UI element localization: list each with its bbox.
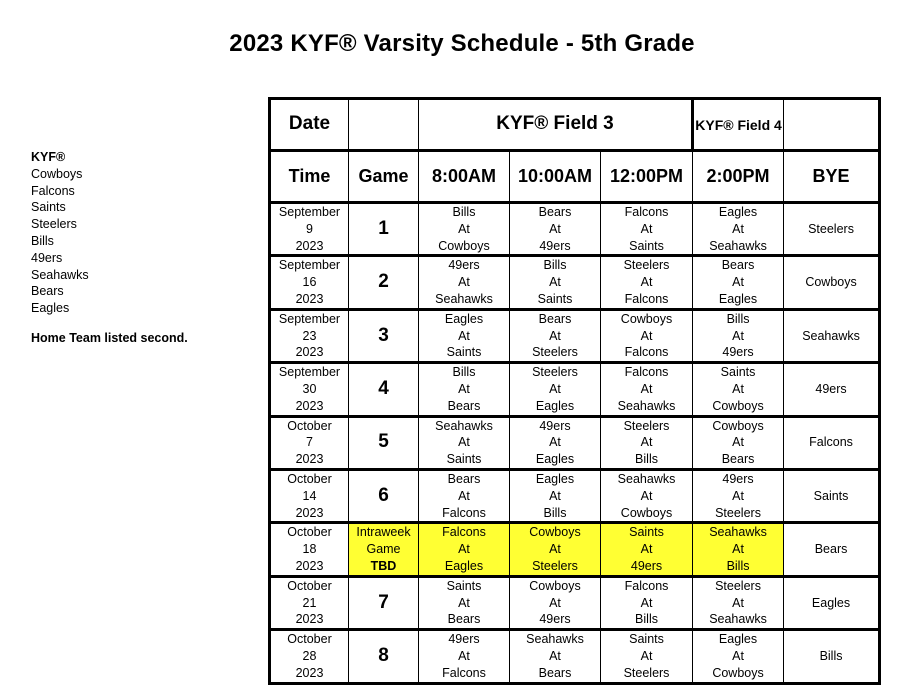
field3-header: KYF® Field 3	[419, 99, 693, 151]
home-team: Steelers	[715, 505, 761, 520]
home-team: Bears	[538, 665, 572, 680]
date-cell	[270, 523, 349, 576]
away-team: Falcons	[624, 578, 669, 593]
date-cell-line: 2023	[295, 505, 324, 520]
at-label: At	[549, 488, 561, 503]
away-team: Bills	[452, 365, 476, 380]
away-team: Saints	[446, 578, 482, 593]
home-team: Bears	[721, 452, 755, 467]
matchup-cell	[693, 576, 784, 629]
bye-team: Saints	[784, 469, 880, 522]
date-cell-line: 2023	[295, 291, 324, 306]
at-label: At	[640, 328, 653, 343]
matchup-cell	[510, 203, 601, 256]
matchup-cell	[693, 203, 784, 256]
at-label: At	[732, 488, 744, 503]
date-cell-line: 2023	[295, 345, 324, 360]
home-team: Saints	[446, 345, 482, 360]
date-cell-line: October	[287, 418, 332, 433]
matchup-cell	[419, 416, 510, 469]
away-team: Bills	[726, 311, 750, 326]
at-label: At	[549, 328, 561, 343]
matchup-cell	[419, 469, 510, 522]
home-team: Cowboys	[438, 238, 490, 253]
at-label: At	[732, 595, 744, 610]
at-label: At	[549, 381, 561, 396]
team-list-item: Bears	[31, 284, 64, 299]
home-team: Falcons	[442, 505, 486, 520]
week-row	[270, 630, 880, 683]
home-team: Bills	[726, 558, 750, 573]
matchup-cell	[693, 630, 784, 683]
bye-team: Steelers	[784, 203, 880, 256]
matchup-cell	[601, 203, 693, 256]
week-row	[270, 469, 880, 522]
home-team: 49ers	[722, 345, 754, 360]
game-header: Game	[349, 151, 419, 203]
bye-team: Seahawks	[784, 309, 880, 362]
date-cell-line: 16	[302, 275, 317, 290]
at-label: At	[458, 275, 470, 290]
away-team: Bills	[543, 258, 567, 273]
matchup-cell	[693, 523, 784, 576]
home-team: Falcons	[442, 665, 486, 680]
team-list-header: KYF®	[31, 150, 66, 164]
date-cell-line: 2023	[295, 558, 324, 573]
matchup-cell	[419, 309, 510, 362]
home-team: 49ers	[539, 238, 571, 253]
matchup-cell	[693, 469, 784, 522]
team-list-item: Falcons	[31, 183, 75, 198]
date-cell-line: September	[278, 365, 341, 380]
at-label: At	[732, 221, 744, 236]
at-label: At	[640, 542, 653, 557]
away-team: Cowboys	[712, 418, 764, 433]
matchup-cell	[510, 309, 601, 362]
away-team: Eagles	[718, 632, 758, 647]
home-team: Eagles	[535, 398, 575, 413]
away-team: Falcons	[624, 205, 669, 219]
at-label: At	[640, 595, 653, 610]
away-team: Bears	[721, 258, 755, 273]
time-slot-header: 8:00AM	[419, 151, 510, 203]
date-cell-line: 2023	[295, 452, 324, 467]
week-row	[270, 309, 880, 362]
game-number: 3	[349, 309, 419, 362]
game-cell-line: Intraweek	[356, 525, 411, 540]
team-list-item: Cowboys	[31, 166, 83, 181]
home-team: Eagles	[444, 558, 484, 573]
date-cell-line: 30	[302, 381, 317, 396]
home-team: Steelers	[532, 345, 578, 360]
home-team: Steelers	[532, 558, 578, 573]
at-label: At	[458, 381, 470, 396]
at-label: At	[549, 648, 561, 663]
bye-team: Cowboys	[784, 256, 880, 309]
page-title: 2023 KYF® Varsity Schedule - 5th Grade	[229, 30, 695, 57]
at-label: At	[640, 221, 653, 236]
matchup-cell	[693, 256, 784, 309]
date-cell	[270, 469, 349, 522]
week-row	[270, 256, 880, 309]
away-team: Seahawks	[617, 471, 676, 486]
away-team: Saints	[720, 365, 756, 380]
date-cell	[270, 256, 349, 309]
at-label: At	[732, 381, 744, 396]
at-label: At	[640, 435, 653, 450]
home-team: Steelers	[623, 665, 670, 680]
matchup-cell	[510, 576, 601, 629]
date-cell	[270, 309, 349, 362]
home-team: Cowboys	[712, 398, 764, 413]
date-cell-line: 2023	[295, 665, 324, 680]
away-team: Steelers	[715, 578, 761, 593]
home-team: Bills	[543, 505, 567, 520]
matchup-cell	[510, 256, 601, 309]
matchup-cell	[419, 630, 510, 683]
home-team: Bills	[635, 612, 658, 627]
game-number: 7	[349, 576, 419, 629]
home-team: Eagles	[535, 452, 575, 467]
date-cell	[270, 630, 349, 683]
team-list-item: Bills	[31, 233, 54, 248]
blank-header-cell	[784, 99, 880, 151]
home-team: Bears	[447, 398, 481, 413]
header-row-times	[270, 151, 880, 203]
home-team: Falcons	[624, 345, 669, 360]
away-team: 49ers	[448, 632, 480, 647]
blank-header-cell	[349, 99, 419, 151]
home-team: Cowboys	[712, 665, 764, 680]
at-label: At	[458, 648, 470, 663]
at-label: At	[458, 595, 470, 610]
away-team: Cowboys	[620, 311, 673, 326]
game-number: 2	[349, 256, 419, 309]
at-label: At	[549, 275, 561, 290]
at-label: At	[732, 648, 744, 663]
home-team: Saints	[537, 291, 573, 306]
home-team: 49ers	[539, 612, 571, 627]
schedule-table	[268, 97, 881, 685]
away-team: Seahawks	[435, 418, 493, 433]
time-slot-header: 10:00AM	[510, 151, 601, 203]
matchup-cell	[419, 203, 510, 256]
game-number: 1	[349, 203, 419, 256]
bye-header: BYE	[784, 151, 880, 203]
matchup-cell	[601, 523, 693, 576]
date-cell-line: 21	[302, 595, 317, 610]
field4-header: KYF® Field 4	[693, 99, 784, 151]
date-cell-line: 23	[302, 328, 317, 343]
home-team: Bears	[447, 612, 481, 627]
date-cell-line: September	[278, 205, 341, 219]
matchup-cell	[510, 469, 601, 522]
at-label: At	[549, 221, 561, 236]
at-label: At	[640, 648, 653, 663]
at-label: At	[458, 328, 470, 343]
at-label: At	[458, 488, 470, 503]
date-cell-line: October	[287, 471, 332, 486]
at-label: At	[640, 488, 653, 503]
date-cell-line: October	[287, 578, 332, 593]
home-team: Seahawks	[709, 238, 767, 253]
away-team: 49ers	[722, 471, 754, 486]
matchup-cell	[693, 363, 784, 416]
matchup-cell	[601, 363, 693, 416]
bye-team: Bills	[784, 630, 880, 683]
date-cell-line: 2023	[295, 398, 324, 413]
away-team: Cowboys	[529, 525, 581, 540]
home-team: Saints	[629, 238, 664, 253]
time-slot-header: 12:00PM	[601, 151, 693, 203]
date-cell-line: October	[287, 632, 332, 647]
team-list-item: Seahawks	[31, 267, 89, 282]
home-team: Seahawks	[435, 291, 493, 306]
at-label: At	[732, 435, 744, 450]
matchup-cell	[419, 576, 510, 629]
date-cell-line: October	[287, 525, 332, 540]
at-label: At	[640, 381, 653, 396]
team-list	[31, 149, 89, 317]
game-number: 6	[349, 469, 419, 522]
date-cell	[270, 416, 349, 469]
home-team: Seahawks	[709, 612, 767, 627]
matchup-cell	[693, 309, 784, 362]
matchup-cell	[510, 416, 601, 469]
date-cell-line: 14	[302, 488, 317, 503]
matchup-cell	[693, 416, 784, 469]
away-team: Bills	[452, 205, 476, 219]
home-team: Eagles	[718, 291, 758, 306]
at-label: At	[732, 328, 744, 343]
date-cell	[270, 363, 349, 416]
team-list-item: Steelers	[31, 217, 77, 232]
bye-team: Bears	[784, 523, 880, 576]
away-team: Bears	[538, 205, 572, 219]
matchup-cell	[419, 256, 510, 309]
game-cell	[349, 523, 419, 576]
at-label: At	[458, 542, 470, 557]
date-cell-line: 28	[302, 648, 317, 663]
game-number: 4	[349, 363, 419, 416]
game-number: 5	[349, 416, 419, 469]
team-list-item: Eagles	[31, 301, 70, 316]
game-cell-line: Game	[366, 542, 401, 557]
at-label: At	[640, 275, 653, 290]
matchup-cell	[601, 256, 693, 309]
time-header: Time	[270, 151, 349, 203]
at-label: At	[549, 435, 561, 450]
away-team: 49ers	[448, 258, 480, 273]
home-team: 49ers	[630, 558, 663, 573]
at-label: At	[458, 435, 470, 450]
away-team: Saints	[629, 632, 664, 647]
matchup-cell	[419, 363, 510, 416]
matchup-cell	[510, 630, 601, 683]
away-team: Bears	[538, 311, 572, 326]
home-team-note: Home Team listed second.	[31, 331, 188, 345]
away-team: Eagles	[718, 205, 758, 219]
home-team: Bills	[635, 452, 658, 467]
away-team: Cowboys	[529, 578, 581, 593]
matchup-cell	[510, 363, 601, 416]
date-cell	[270, 576, 349, 629]
home-team: Cowboys	[620, 505, 673, 520]
date-header: Date	[270, 99, 349, 151]
matchup-cell	[601, 630, 693, 683]
matchup-cell	[601, 416, 693, 469]
time-slot-header: 2:00PM	[693, 151, 784, 203]
away-team: Saints	[629, 525, 664, 540]
away-team: Eagles	[535, 471, 575, 486]
date-cell-line: 7	[306, 435, 313, 450]
week-row	[270, 203, 880, 256]
at-label: At	[549, 595, 561, 610]
home-team: Seahawks	[617, 398, 676, 413]
at-label: At	[458, 221, 470, 236]
date-cell	[270, 203, 349, 256]
away-team: Seahawks	[709, 525, 767, 540]
team-list-item: 49ers	[31, 250, 63, 265]
at-label: At	[549, 542, 561, 557]
home-team: Falcons	[624, 291, 669, 306]
date-cell-line: 9	[306, 221, 313, 236]
date-cell-line: September	[278, 258, 341, 273]
bye-team: 49ers	[784, 363, 880, 416]
week-row	[270, 576, 880, 629]
game-number: 8	[349, 630, 419, 683]
matchup-cell	[419, 523, 510, 576]
week-row	[270, 363, 880, 416]
bye-team: Eagles	[784, 576, 880, 629]
team-list-item: Saints	[31, 200, 66, 215]
date-cell-line: September	[278, 311, 341, 326]
away-team: Falcons	[442, 525, 486, 540]
matchup-cell	[601, 309, 693, 362]
away-team: 49ers	[539, 418, 571, 433]
at-label: At	[732, 542, 744, 557]
date-cell-line: 2023	[295, 238, 324, 253]
week-row	[270, 416, 880, 469]
away-team: Bears	[447, 471, 481, 486]
away-team: Steelers	[532, 365, 578, 380]
game-cell-line: TBD	[370, 558, 397, 573]
matchup-cell	[601, 576, 693, 629]
header-row-fields	[270, 99, 880, 151]
bye-team: Falcons	[784, 416, 880, 469]
away-team: Falcons	[624, 365, 669, 380]
away-team: Seahawks	[526, 632, 584, 647]
away-team: Steelers	[623, 258, 670, 273]
date-cell-line: 18	[302, 542, 317, 557]
away-team: Steelers	[623, 418, 670, 433]
away-team: Eagles	[444, 311, 484, 326]
home-team: Saints	[446, 452, 482, 467]
week-row	[270, 523, 880, 576]
at-label: At	[732, 275, 744, 290]
matchup-cell	[601, 469, 693, 522]
matchup-cell	[510, 523, 601, 576]
date-cell-line: 2023	[295, 612, 324, 627]
